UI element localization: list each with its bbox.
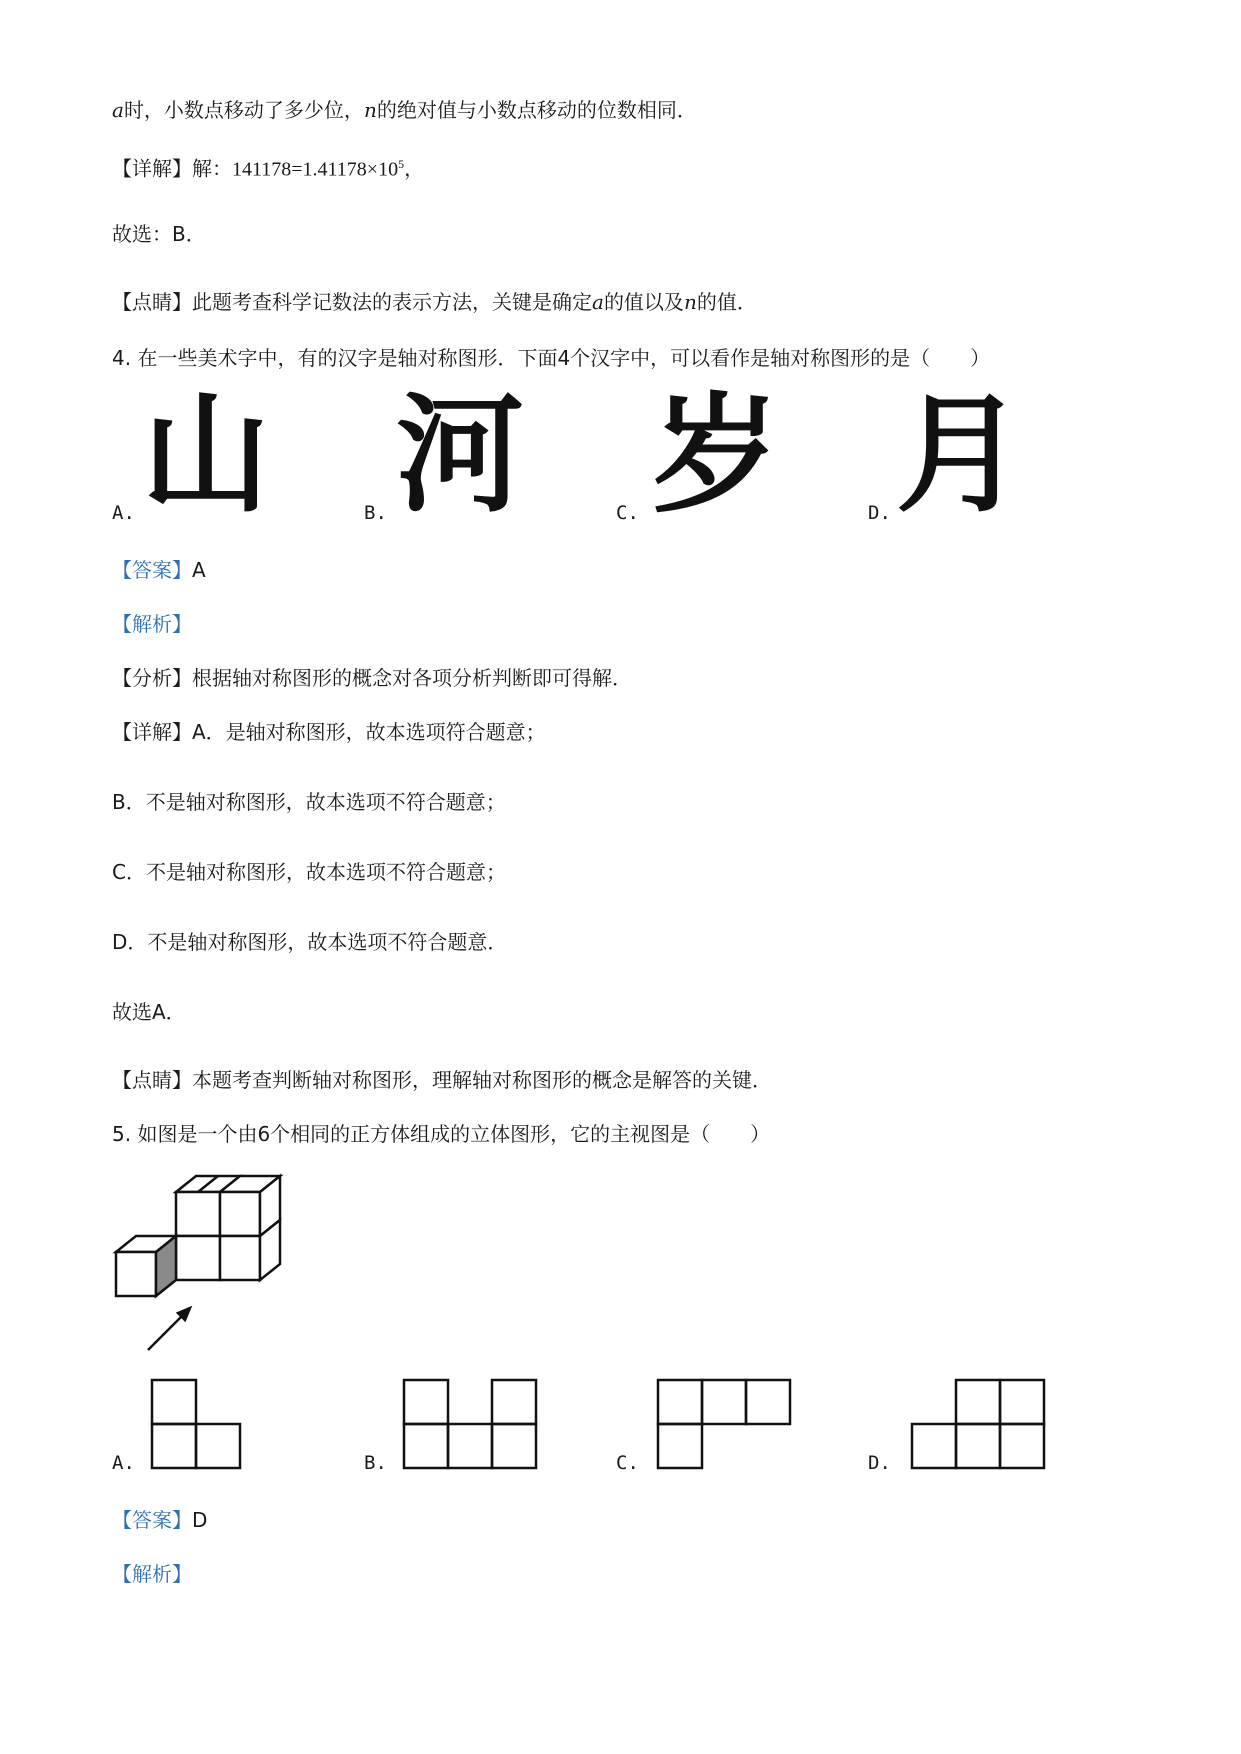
text-segment: 时，小数点移动了多少位， (123, 98, 364, 122)
dianjing-label: 【点睛】 (112, 1068, 192, 1092)
q4-option-b-label: B. (364, 502, 387, 524)
q4-fenxi (112, 664, 632, 692)
variable-a: a (592, 290, 604, 314)
choice-line: 故选：B． (112, 222, 206, 246)
fenxi-label: 【分析】 (112, 666, 192, 690)
detail-text: 解：141178=1.41178×10 (192, 158, 399, 181)
detail-label: 【详解】 (112, 156, 192, 181)
variable-n: n (683, 290, 697, 314)
q4-xiangjie-a (112, 718, 546, 746)
q4-option-d-label: D. (868, 502, 891, 524)
variable-n: n (363, 98, 377, 122)
q4-answer (112, 556, 206, 584)
detail-tail: ， (404, 156, 425, 181)
text-segment: 的绝对值与小数点移动的位数相同． (376, 98, 697, 122)
q5-option-c-label: C. (616, 1452, 639, 1474)
q5-option-a-view (150, 1378, 245, 1473)
q4-option-a-label: A. (112, 502, 135, 524)
text-segment: 的值． (696, 290, 757, 314)
text-segment: 此题考查科学记数法的表示方法，关键是确定 (192, 290, 592, 314)
detail-line (112, 150, 424, 184)
q5-option-b-label: B. (364, 1452, 387, 1474)
cube-stack-figure (110, 1172, 290, 1362)
variable-a: a (112, 98, 124, 122)
text-segment: 的值以及 (603, 290, 684, 314)
q5-stem: 5. 如图是一个由6个相同的正方体组成的立体图形，它的主视图是（ ） (112, 1122, 771, 1146)
q4-option-b-char: 河 (396, 381, 525, 530)
xiangjie-label: 【详解】 (112, 720, 192, 744)
q4-option-c-char: 岁 (652, 381, 781, 530)
answer-value: D (192, 1508, 208, 1532)
q4-option-a-char: 山 (142, 381, 271, 530)
exponent: 5 (398, 157, 405, 171)
q5-answer (112, 1506, 207, 1534)
q4-xiangjie-d: D．不是轴对称图形，故本选项不符合题意． (112, 930, 508, 954)
q5-option-d-label: D. (868, 1452, 891, 1474)
q5-option-a-label: A. (112, 1452, 135, 1474)
q5-analysis-label: 【解析】 (112, 1562, 192, 1586)
q4-xiangjie-b: B．不是轴对称图形，故本选项不符合题意； (112, 790, 506, 814)
comment-line (112, 288, 757, 316)
q4-option-d-char: 月 (896, 381, 1025, 530)
q5-option-b-view (402, 1378, 542, 1473)
answer-value: A (192, 558, 206, 582)
fenxi-text: 根据轴对称图形的概念对各项分析判断即可得解． (192, 666, 632, 690)
dianjing-text: 本题考查判断轴对称图形，理解轴对称图形的概念是解答的关键． (192, 1068, 772, 1092)
xiangjie-text: A．是轴对称图形，故本选项符合题意； (192, 720, 546, 744)
q5-option-c-view (656, 1378, 796, 1473)
q4-choose: 故选A． (112, 1000, 186, 1024)
answer-label: 【答案】 (112, 1508, 192, 1532)
comment-label: 【点睛】 (112, 290, 192, 314)
answer-label: 【答案】 (112, 558, 192, 582)
q5-option-d-view (910, 1378, 1050, 1473)
q4-stem: 4. 在一些美术字中，有的汉字是轴对称图形．下面4个汉字中，可以看作是轴对称图形的是（ ） (112, 346, 991, 370)
q4-option-c-label: C. (616, 502, 639, 524)
q4-dianjing (112, 1066, 772, 1094)
explanation-line-1 (112, 96, 697, 124)
q4-xiangjie-c: C．不是轴对称图形，故本选项不符合题意； (112, 860, 506, 884)
q4-analysis-label: 【解析】 (112, 612, 192, 636)
